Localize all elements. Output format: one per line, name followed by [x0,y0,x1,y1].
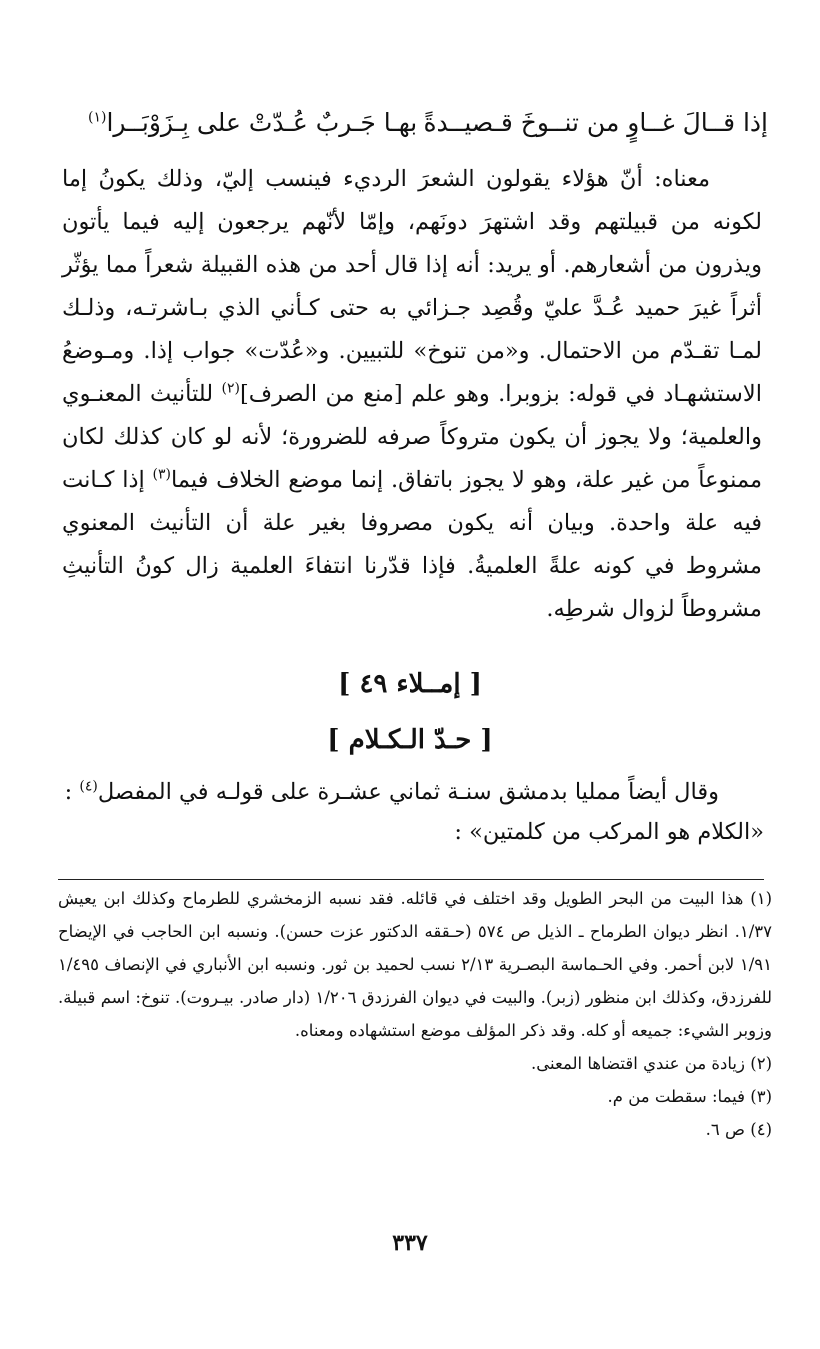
verse-second-hemistich [88,98,417,148]
commentary-text [62,158,762,631]
footnote-2: (٢) زيادة من عندي اقتضاها المعنى. [531,1054,772,1073]
footnote-ref-1: (١) [88,109,107,126]
intro-line-1-colon: : [64,779,73,805]
intro-line-1-text: وقال أيضاً ممليا بدمشق سنـة ثماني عشـرة على قولـه في المفصل [97,779,719,805]
footnote-ref-2: (٢) [221,380,240,397]
intro-line-1 [58,772,764,812]
verse-first-hemistich: إذا قــالَ غــاوٍ من تنــوخَ قـصيــدةً [423,108,768,137]
footnote-separator [58,879,764,880]
footnotes [58,882,772,1146]
page-number: ٣٣٧ [392,1230,428,1256]
footnote-4: (٤) ص ٦. [705,1120,772,1139]
verse-second-hemistich-text: بهـا جَـربٌ عُـدّتْ على بِـزَوْبَــرا [106,108,418,137]
section-heading-hadd-al-kalam: [ حـدّ الـكـلام ] [327,725,493,755]
intro-line-2: «الكلام هو المركب من كلمتين» : [454,819,764,845]
footnote-3: (٣) فيما: سقطت من م. [607,1087,772,1106]
commentary-part-1: معناه: أنّ هؤلاء يقولون الشعرَ الرديء فينسب إليّ، وذلك يكونُ إما لكونه من قبيلتهم وقد اشتهرَ دونَهم، وإمّا لأنّهم يرجعون إليه فيما يأتون ويذرون من أشعارهم. أو يريد: أنه إذا قال أحد من هذه القبيلة شعراً مما يؤثّر أثراً غيرَ حميد عُـدَّ عليّ وقُصِد جـزائي به حتى كـأني الذي بـاشرتـه، وذلـك لمـا تقـدّم من الاحتمال. و«من تنوخ» للتبيين. و«عُدّت» جواب إذا. ومـوضعُ الاستشهـاد في قوله: بزوبرا. وهو علم [منع من الصرف] [62,166,762,407]
commentary-part-2: للتأنيث المعنـوي والعلمية؛ ولا يجوز أن يكون متروكاً صرفه للضرورة؛ لأنه لو كان كذلك لكان ممنوعاً من غير علة، وهو لا يجوز باتفاق. إنما موضع الخلاف فيما [62,381,762,493]
footnote-ref-4: (٤) [79,778,98,795]
poetry-verse [88,98,768,148]
section-heading-imla: [ إمــلاء ٤٩ ] [338,669,482,699]
footnote-ref-3: (٣) [152,466,172,483]
commentary-part-3: إذا كـانت فيه علة واحدة. وبيان أنه يكون مصروفا بغير علة أن التأنيث المعنوي مشروط في كونه علةً العلميةُ. فإذا قدّرنا انتفاءَ العلمية زال كونُ التأنيثِ مشروطاً لزوال شرطِه. [62,467,762,622]
commentary-paragraph [62,158,762,631]
dictation-intro [58,772,764,852]
footnote-1: (١) هذا البيت من البحر الطويل وقد اختلف في قائله. فقد نسبه الزمخشري للطرماح وكذلك ابن يعيش ١/٣٧. انظر ديوان الطرماح ـ الذيل ص ٥٧٤ (حـققه الدكتور عزت حسن). ونسبه ابن الحاجب في الإيضاح ١/٩١ لابن أحمر. وفي الحـماسة البصـرية ٢/١٣ نسب لحميد بن ثور. ونسبه ابن الأنباري في الإنصاف ١/٤٩٥ للفرزدق، وكذلك ابن منظور (زبر). والبيت في ديوان الفرزدق ١/٢٠٦ (دار صادر. بيـروت). تنوخ: اسم قبيلة. وزوبر الشيء: جميعه أو كله. وقد ذكر المؤلف موضع استشهاده ومعناه. [58,889,772,1040]
